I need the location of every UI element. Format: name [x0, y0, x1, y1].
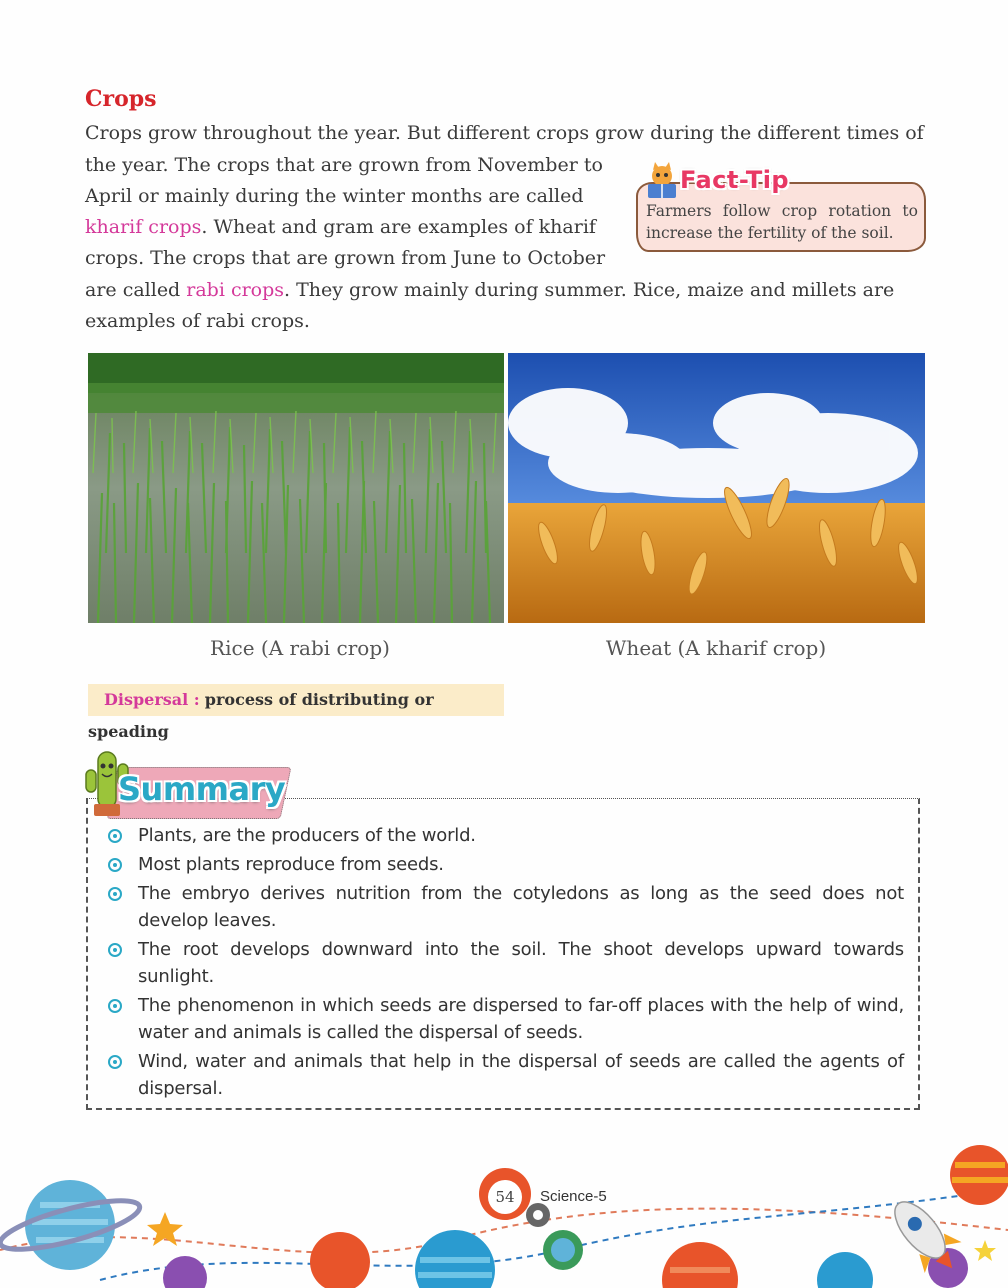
- summary-item: The root develops downward into the soil. The shoot develops upward towards sunlight.: [104, 936, 904, 990]
- summary-item: The embryo derives nutrition from the cotyledons as long as the seed does not develop leaves.: [104, 880, 904, 934]
- paragraph-text: . Wheat and gram are examples of kharif: [201, 216, 596, 238]
- bullet-icon: [108, 1055, 122, 1069]
- fact-tip-title: Fact-Tip: [680, 166, 790, 194]
- section-heading: Crops: [85, 86, 157, 112]
- paragraph-line: [85, 212, 615, 243]
- term-kharif: kharif crops: [85, 216, 202, 238]
- bullet-icon: [108, 887, 122, 901]
- page-number: 54: [488, 1180, 522, 1214]
- summary-item: Wind, water and animals that help in the dispersal of seeds are called the agents of dispersal.: [104, 1048, 904, 1102]
- paragraph-line: examples of rabi crops.: [85, 310, 310, 332]
- glossary-definition: process of distributing or speading: [88, 690, 434, 741]
- summary-item: Plants, are the producers of the world.: [104, 822, 904, 849]
- paragraph-line: Crops grow throughout the year. But different crops grow during the different times of: [85, 122, 924, 144]
- wheat-caption: Wheat (A kharif crop): [605, 636, 827, 660]
- paragraph-line: [85, 275, 925, 306]
- summary-list: [104, 822, 904, 1104]
- bullet-icon: [108, 999, 122, 1013]
- rice-field-photo: [88, 353, 504, 623]
- summary-title: Summary: [118, 770, 286, 808]
- book-name: Science-5: [540, 1188, 607, 1205]
- fact-tip-text: Farmers follow crop rotation to increase the fertility of the soil.: [646, 202, 918, 242]
- bullet-icon: [108, 858, 122, 872]
- wheat-field-photo: [508, 353, 925, 623]
- summary-item: Most plants reproduce from seeds.: [104, 851, 904, 878]
- bullet-icon: [108, 829, 122, 843]
- summary-item: The phenomenon in which seeds are dispersed to far-off places with the help of wind, water and animals is called the dispersal of seeds.: [104, 992, 904, 1046]
- glossary-term: Dispersal :: [104, 690, 200, 709]
- glossary-box: [88, 684, 504, 741]
- paragraph-line: April or mainly during the winter months are called: [85, 185, 584, 207]
- rice-caption: Rice (A rabi crop): [210, 636, 390, 660]
- paragraph-line: crops. The crops that are grown from June to October: [85, 247, 606, 269]
- bullet-icon: [108, 943, 122, 957]
- reading-cat-icon: [642, 162, 682, 202]
- paragraph-text: . They grow mainly during summer. Rice, maize and millets are: [284, 279, 895, 301]
- paragraph-text: are called: [85, 279, 187, 301]
- term-rabi: rabi crops: [186, 279, 285, 301]
- paragraph-line: the year. The crops that are grown from November to: [85, 154, 603, 176]
